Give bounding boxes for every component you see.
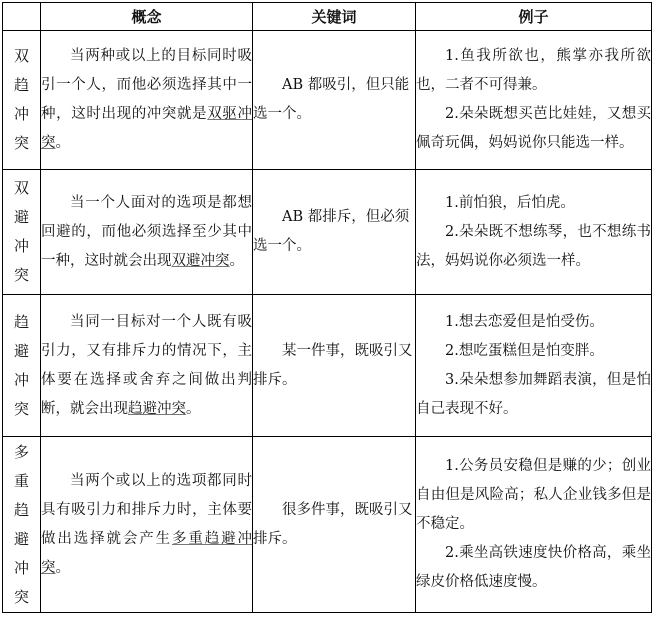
concept-text [41, 308, 252, 424]
conflict-type-cell [3, 295, 41, 437]
concept-prefix: 当两个或以上的选项都同时具有吸引力和排斥力时，主体要做出选择就会产生 [41, 472, 252, 547]
concept-suffix: 。 [55, 135, 70, 151]
concept-suffix: 。 [55, 559, 70, 576]
example-item: 1.公务员安稳但是赚的少；创业自由但是风险高；私人企业钱多但是不稳定。 [416, 458, 651, 532]
table-row [3, 437, 652, 613]
conflict-type-label: 多重趋避冲突 [13, 442, 29, 606]
table-row [3, 31, 652, 170]
examples-cell [416, 437, 652, 613]
header-examples: 例子 [416, 3, 652, 31]
conflict-type-label: 双趋冲突 [13, 47, 29, 152]
example-item: 2.乘坐高铁速度快价格高，乘坐绿皮价格低速度慢。 [416, 545, 651, 590]
example-item: 2.想吃蛋糕但是怕变胖。 [445, 342, 604, 359]
keywords-cell [253, 437, 416, 613]
example-item: 2.朵朵既想买芭比娃娃，又想买佩奇玩偶，妈妈说你只能选一样。 [416, 106, 651, 151]
concept-suffix: 。 [229, 252, 244, 269]
table-row [3, 170, 652, 295]
concept-text [41, 467, 252, 583]
keywords-text: AB 都排斥，但必须选一个。 [253, 209, 410, 254]
concept-cell [41, 170, 253, 295]
concept-suffix: 。 [186, 400, 201, 417]
conflict-type-label: 趋避冲突 [13, 312, 29, 418]
concept-text [41, 42, 252, 158]
header-keywords: 关键词 [253, 3, 416, 31]
concept-cell [41, 31, 253, 170]
concept-cell [41, 295, 253, 437]
conflict-types-table [2, 2, 652, 613]
concept-cell [41, 437, 253, 613]
keywords-cell [253, 170, 416, 295]
examples-cell [416, 170, 652, 295]
header-concept: 概念 [41, 3, 253, 31]
keywords-text: 某一件事，既吸引又排斥。 [253, 342, 413, 388]
keywords-cell [253, 295, 416, 437]
concept-prefix: 当同一目标对一个人既有吸引力，又有排斥力的情况下，主体要在选择或舍弃之间做出判断，就会出现 [41, 313, 252, 417]
keywords-cell [253, 31, 416, 170]
example-item: 1.前怕狼，后怕虎。 [445, 194, 575, 211]
conflict-type-label: 双避冲突 [13, 179, 29, 284]
header-type [3, 3, 41, 31]
table-row [3, 295, 652, 437]
examples-cell [416, 295, 652, 437]
example-item: 3.朵朵想参加舞蹈表演，但是怕自己表现不好。 [416, 371, 651, 417]
conflict-type-cell [3, 31, 41, 170]
example-item: 2.朵朵既不想练琴，也不想练书法，妈妈说你必须选一样。 [416, 223, 651, 269]
keywords-text: 很多件事，既吸引又排斥。 [253, 501, 413, 547]
example-item: 1.鱼我所欲也，熊掌亦我所欲也，二者不可得兼。 [416, 48, 651, 93]
concept-term: 多重趋避冲突 [41, 530, 252, 576]
conflict-type-cell [3, 437, 41, 613]
examples-cell [416, 31, 652, 170]
concept-term: 双避冲突 [171, 252, 230, 269]
concept-term: 趋避冲突 [128, 400, 186, 417]
example-item: 1.想去恋爱但是怕受伤。 [445, 313, 604, 330]
concept-text [41, 189, 252, 276]
keywords-text: AB 都吸引，但只能选一个。 [253, 77, 410, 122]
concept-prefix: 当一个人面对的选项是都想回避的，而他必须选择至少其中一种，这时就会出现 [41, 194, 252, 269]
header-row [3, 3, 652, 31]
conflict-type-cell [3, 170, 41, 295]
concept-prefix: 当两种或以上的目标同时吸引一个人，而他必须选择其中一种，这时出现的冲突就是 [41, 48, 252, 122]
concept-term: 双驱冲突 [41, 106, 253, 151]
